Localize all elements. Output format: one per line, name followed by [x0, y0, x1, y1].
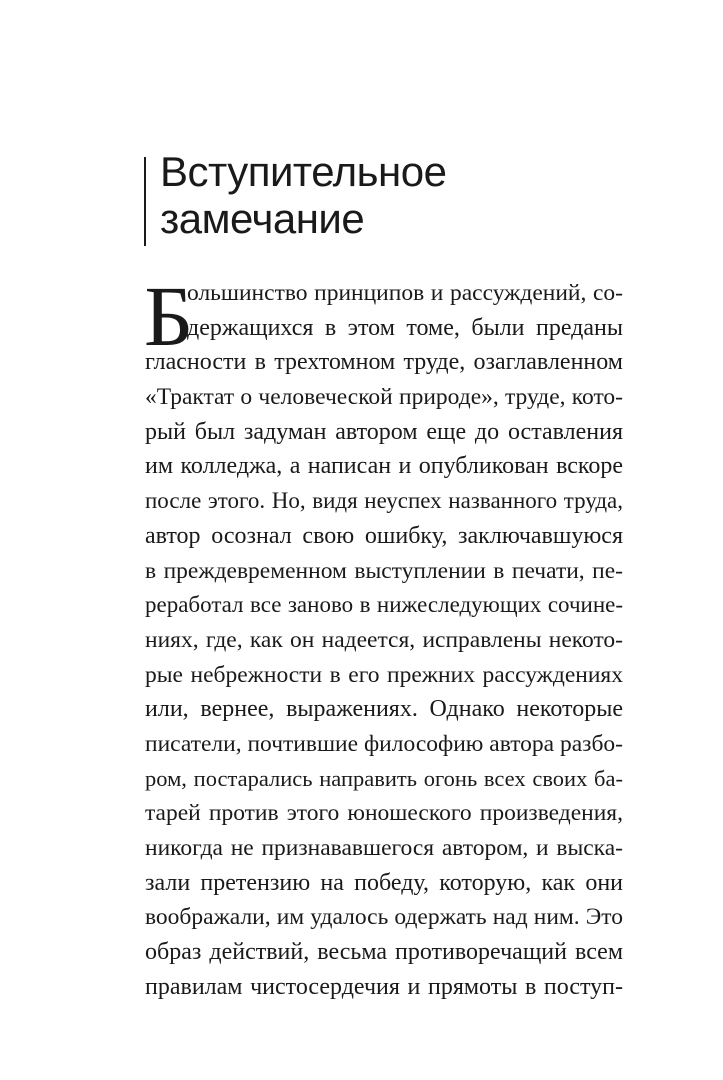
text-line: «Трактат о человеческой природе», труде, кото- [145, 384, 623, 411]
heading-line-2: замечание [160, 195, 365, 242]
chapter-heading [160, 148, 446, 242]
text-line: держащихся в этом томе, были преданы [187, 314, 623, 341]
text-line: правилам чистосердечия и прямоты в поступ- [145, 973, 623, 1000]
text-line: рый был задуман автором еще до оставления [145, 418, 623, 445]
text-line: ром, постарались направить огонь всех своих ба- [145, 765, 623, 791]
body-text [144, 268, 623, 1004]
heading-line-1: Вступительное [160, 148, 447, 195]
text-line: воображали, им удалось одержать над ним. Это [145, 904, 623, 931]
text-line: ольшинство принципов и рассуждений, со- [187, 280, 623, 306]
text-line: зали претензию на победу, которую, как они [145, 869, 623, 896]
text-line: автор осознал свою ошибку, заключавшуюся [145, 522, 623, 549]
text-line: гласности в трехтомном труде, озаглавленном [145, 349, 623, 376]
text-line: ниях, где, как он надеется, исправлены некото- [145, 626, 623, 653]
text-line: им колледжа, а написан и опубликован вскоре [145, 453, 623, 480]
text-line: писатели, почтившие философию автора разбо- [145, 730, 623, 757]
text-line: никогда не признававшегося автором, и выска- [145, 835, 623, 861]
text-line: или, вернее, выражениях. Однако некоторые [145, 696, 623, 723]
text-line: реработал все заново в нижеследующих сочине- [145, 592, 623, 618]
text-line: образ действий, весьма противоречащий всем [145, 939, 623, 966]
text-line: тарей против этого юношеского произведения, [145, 800, 623, 827]
heading-rule [144, 157, 146, 246]
text-line: после этого. Но, видя неуспех названного труда, [145, 488, 623, 514]
text-line: в преждевременном выступлении в печати, пе- [145, 557, 623, 584]
text-line: рые небрежности в его прежних рассуждениях [145, 661, 623, 688]
drop-cap: Б [144, 268, 194, 364]
